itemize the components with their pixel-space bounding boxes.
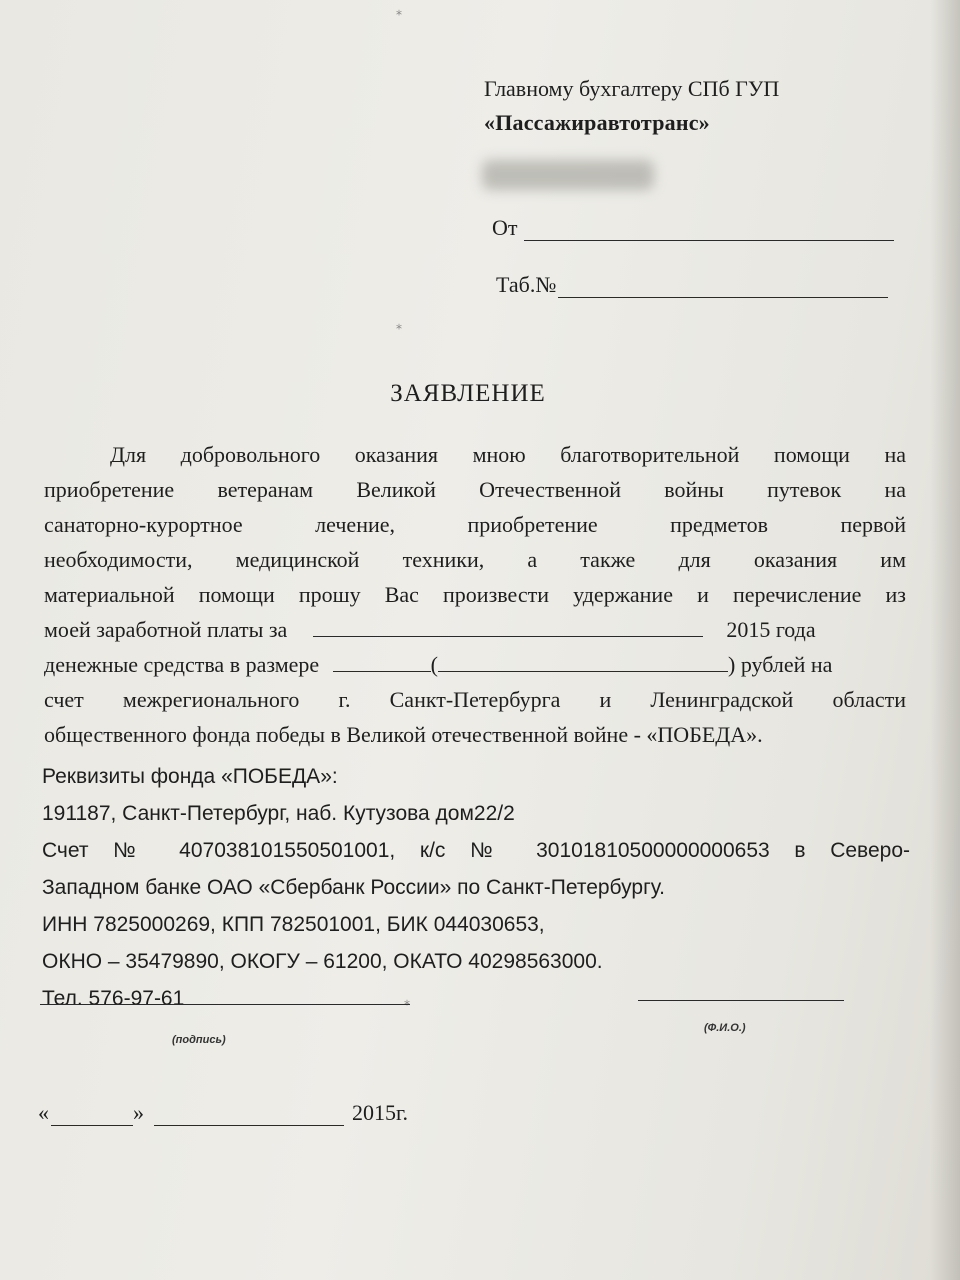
date-open-quote: «	[38, 1100, 49, 1125]
signature-caption: (подпись)	[172, 1034, 226, 1046]
amount-digits-blank[interactable]	[333, 651, 431, 672]
requisites-account-2: Западном банке ОАО «Сбербанк России» по Санкт-Петербургу.	[42, 876, 665, 899]
full-name-line[interactable]	[638, 1000, 844, 1001]
fund-requisites	[42, 758, 910, 1017]
document-title	[0, 380, 960, 408]
requisites-heading: Реквизиты фонда «ПОБЕДА»:	[42, 765, 338, 788]
body-line-3: санаторно-курортное лечение, приобретение предметов первой	[44, 512, 906, 537]
from-label: От	[492, 215, 518, 240]
date-close-quote: »	[133, 1100, 144, 1125]
requisites-phone: Тел. 576-97-61	[42, 987, 185, 1010]
amount-currency-label: ) рублей на	[728, 652, 833, 677]
salary-year-label: 2015 года	[726, 617, 816, 642]
body-line-4: необходимости, медицинской техники, а также для оказания им	[44, 547, 906, 572]
addressee-line-1: Главному бухгалтеру СПб ГУП	[484, 76, 780, 101]
speck-mark: ⁎	[396, 318, 402, 332]
from-blank-line[interactable]	[524, 222, 894, 241]
tab-number-blank-line[interactable]	[558, 279, 888, 298]
full-name-caption: (Ф.И.О.)	[704, 1022, 746, 1034]
signature-line[interactable]	[40, 1004, 410, 1005]
requisites-account-1: Счет № 40703810155050100​1, к/с № 30101810500000000653 в Северо-	[42, 839, 910, 862]
requisites-inn: ИНН 7825000269, КПП 782501001, БИК 044030653,	[42, 913, 545, 936]
body-line-5: материальной помощи прошу Вас произвести удержание и перечисление из	[44, 582, 906, 607]
date-month-blank[interactable]	[154, 1107, 344, 1126]
amount-label: денежные средства в размере	[44, 652, 320, 677]
body-line-8: счет межрегионального г. Санкт-Петербурга и Ленинградской области	[44, 687, 906, 712]
from-field	[492, 215, 894, 241]
document-title-text: ЗАЯВЛЕНИЕ	[390, 380, 546, 407]
speck-mark: ⁎	[404, 994, 410, 1008]
date-day-blank[interactable]	[51, 1107, 133, 1126]
tab-number-label: Таб.№	[496, 272, 557, 297]
date-year: 2015г.	[352, 1100, 409, 1125]
body-line-7	[44, 647, 906, 682]
requisites-address: 191187, Санкт-Петербург, наб. Кутузова дом22/2	[42, 802, 515, 825]
addressee-line-2: «Пассажиравтотранс»	[484, 110, 710, 135]
amount-words-blank[interactable]	[438, 651, 728, 672]
body-line-1: Для добровольного оказания мною благотворительной помощи на	[110, 442, 906, 467]
body-line-6	[44, 612, 906, 647]
tab-number-field	[496, 272, 888, 298]
open-paren: (	[430, 652, 438, 677]
body-line-9: общественного фонда победы в Великой отечественной войне - «ПОБЕДА».	[44, 722, 763, 747]
speck-mark: ⁎	[396, 4, 402, 18]
redacted-name	[482, 160, 654, 190]
page-edge-shadow	[930, 0, 960, 1280]
salary-period-label: моей заработной платы за	[44, 617, 288, 642]
salary-period-blank[interactable]	[313, 616, 703, 637]
statement-body	[44, 437, 906, 752]
body-line-2: приобретение ветеранам Великой Отечественной войны путевок на	[44, 477, 906, 502]
requisites-okpo: ОКНО – 35479890, ОКОГУ – 61200, ОКАТО 40298563000.	[42, 950, 603, 973]
date-field	[38, 1100, 408, 1126]
